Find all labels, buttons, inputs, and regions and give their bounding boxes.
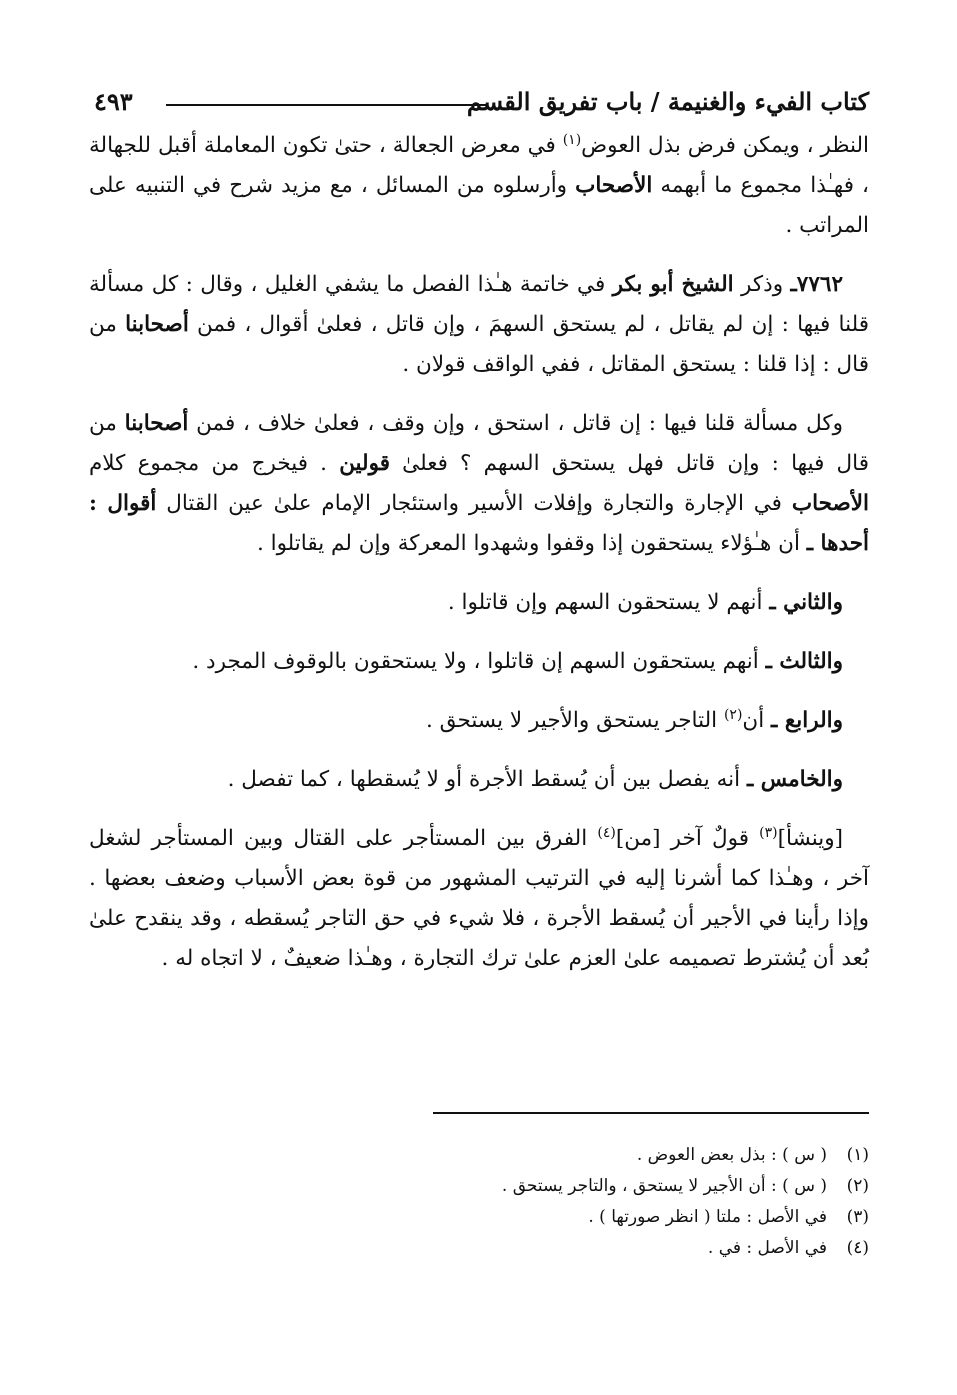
paragraph-3 xyxy=(89,404,869,564)
bold-term: الشيخ أبو بكر xyxy=(612,272,734,297)
footnote-number: (٤) xyxy=(846,1238,869,1258)
footnote-ref-4[interactable]: (٤) xyxy=(597,824,616,841)
paragraph-third-opinion xyxy=(89,642,869,682)
text-run: من قال فيها : وإن قاتل فهل يستحق السهم ؟ فعلىٰ xyxy=(89,411,869,476)
bold-term: قولين xyxy=(339,451,390,476)
paragraph-fourth-opinion xyxy=(89,701,869,741)
text-run: قولٌ آخر [من] xyxy=(615,826,760,851)
running-header xyxy=(94,82,869,122)
paragraph-fifth-opinion xyxy=(89,760,869,800)
text-run: من قال : إذا قلنا : يستحق المقاتل ، ففي الواقف قولان . xyxy=(89,312,869,377)
footnote-ref-3[interactable]: (٣) xyxy=(759,824,778,841)
section-number: ٧٧٦٢ـ xyxy=(790,272,843,297)
bold-term: الأصحاب xyxy=(791,491,869,516)
paragraph-8 xyxy=(89,819,869,979)
text-run: التاجر يستحق والأجير لا يستحق . xyxy=(425,708,724,733)
footnote-text: ( س ) : أن الأجير لا يستحق ، والتاجر يستحق . xyxy=(501,1176,827,1196)
footnote-separator xyxy=(433,1112,869,1114)
text-run: وذكر xyxy=(733,272,791,297)
paragraph-7762 xyxy=(89,265,869,385)
text-run: في معرض الجعالة ، حتىٰ تكون المعاملة أقبل للجهالة ، فهـٰذا مجموع ما أبهمه xyxy=(89,133,869,198)
header-title: كتاب الفيء والغنيمة / باب تفريق القسم xyxy=(466,87,869,116)
bold-term: والثاني ـ xyxy=(769,590,843,615)
text-run: أنه يفصل بين أن يُسقط الأجرة أو لا يُسقطها ، كما تفصل . xyxy=(227,767,747,792)
page-number: ٤٩٣ xyxy=(94,87,133,116)
paragraph-second-opinion xyxy=(89,583,869,623)
text-run: أنهم لا يستحقون السهم وإن قاتلوا . xyxy=(447,590,770,615)
bold-term: أصحابنا xyxy=(125,312,189,337)
footnote-2 xyxy=(89,1171,869,1202)
bold-term: الأصحاب xyxy=(575,173,653,198)
paragraph-1 xyxy=(89,126,869,246)
footnote-text: في الأصل : ملتا ( انظر صورتها ) . xyxy=(588,1207,827,1227)
footnote-ref-1[interactable]: (١) xyxy=(562,131,582,148)
footnote-ref-2[interactable]: (٢) xyxy=(723,706,743,723)
text-run: في الإجارة والتجارة وإفلات الأسير واستئجار الإمام علىٰ عين القتال xyxy=(156,491,792,516)
text-run: . فيخرج من مجموع كلام xyxy=(89,451,340,476)
bold-term: والرابع ـ xyxy=(771,708,843,733)
footnote-3 xyxy=(89,1202,869,1233)
footnote-number: (٣) xyxy=(846,1207,869,1227)
bold-term: أقوال : أحدها ـ xyxy=(89,491,869,556)
main-text xyxy=(89,126,869,998)
footnote-1 xyxy=(89,1140,869,1171)
text-run: وكل مسألة قلنا فيها : إن قاتل ، استحق ، وإن وقف ، فعلىٰ خلاف ، فمن xyxy=(188,411,843,436)
footnote-number: (١) xyxy=(846,1145,869,1165)
footnote-4 xyxy=(89,1233,869,1264)
footnote-number: (٢) xyxy=(846,1176,869,1196)
bold-term: والخامس ـ xyxy=(746,767,843,792)
text-run: الفرق بين المستأجر على القتال وبين المستأجر لشغل آخر ، وهـٰذا كما أشرنا إليه في الترتيب المشهور من قوة بعض الأسباب وضعف بعضها . وإذا رأينا في الأجير أن يُسقط الأجرة ، فلا شيء في حق التاجر يُسقطه ، وقد ينقدح علىٰ بُعد أن يُشترط تصميمه علىٰ العزم علىٰ ترك التجارة ، وهـٰذا ضعيفٌ ، لا اتجاه له . xyxy=(89,826,869,971)
footnote-text: ( س ) : بذل بعض العوض . xyxy=(636,1145,827,1165)
footnote-text: في الأصل : في . xyxy=(707,1238,827,1258)
text-run: وأرسلوه من المسائل ، مع مزيد شرح في التنبيه على المراتب . xyxy=(89,173,869,238)
text-run: [وينشأ] xyxy=(777,826,844,851)
text-run: أنهم يستحقون السهم إن قاتلوا ، ولا يستحقون بالوقوف المجرد . xyxy=(192,649,766,674)
text-run: النظر ، ويمكن فرض بذل العوض xyxy=(581,133,869,158)
bold-term: والثالث ـ xyxy=(765,649,843,674)
footnotes xyxy=(89,1140,869,1264)
text-run: أن xyxy=(742,708,772,733)
text-run: في خاتمة هـٰذا الفصل ما يشفي الغليل ، وقال : كل مسألة قلنا فيها : إن لم يقاتل ، لم يستحق السهمَ ، وإن قاتل ، فعلىٰ أقوال ، فمن xyxy=(89,272,869,337)
text-run: أن هـٰؤلاء يستحقون إذا وقفوا وشهدوا المعركة وإن لم يقاتلوا . xyxy=(256,531,807,556)
header-rule xyxy=(166,104,487,106)
bold-term: أصحابنا xyxy=(124,411,189,436)
